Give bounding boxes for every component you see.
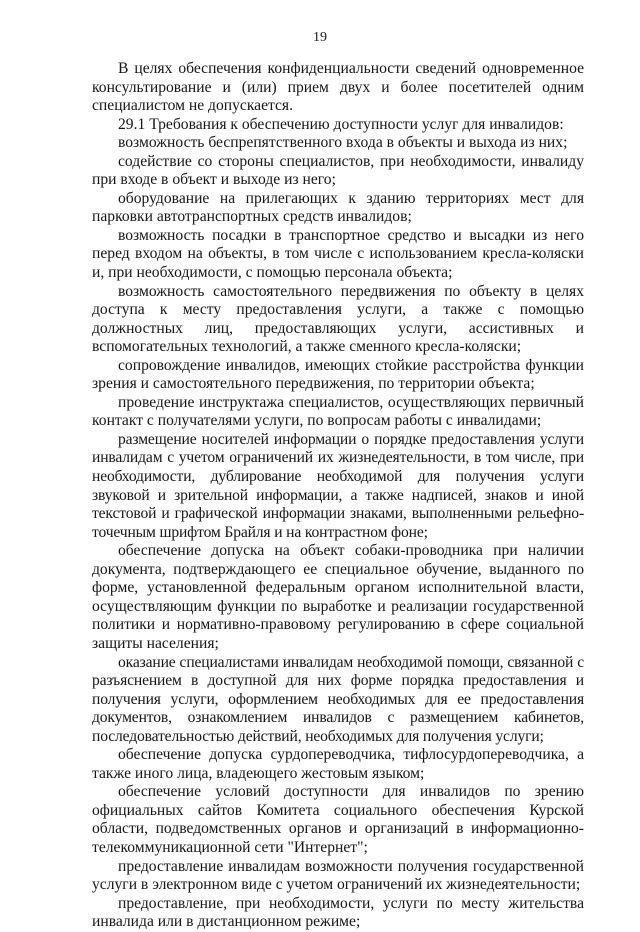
paragraph-remote: предоставление, при необходимости, услуги по месту жительства инвалида или в дистанционном режиме;: [92, 894, 584, 931]
paragraph-movement: возможность самостоятельного передвижения по объекту в целях доступа к месту предоставления услуги, а также с помощью должностных лиц, предоставляющих услуги, ассистивных и вспомогательных технологий, а также сменного кресла-коляски;: [92, 282, 584, 356]
paragraph-requirements-heading: 29.1 Требования к обеспечению доступности услуг для инвалидов:: [118, 115, 564, 133]
paragraph-information: размещение носителей информации о порядке предоставления услуги инвалидам с учетом ограничений их жизнедеятельности, в том числе, при необходимости, дублирование необходимой для получения услуги звуковой и зрительной информации, а также надписей, знаков и иной текстовой и графической информации знаками, выполненными рельефно-точечным шрифтом Брайля и на контрастном фоне;: [92, 430, 584, 541]
paragraph-help: оказание специалистами инвалидам необходимой помощи, связанной с разъяснением в доступной для них форме порядка предоставления и получения услуги, оформлением необходимых для ее предоставления документов, ознакомлением инвалидов с размещением кабинетов, последовательностью действий, необходимых для получения услуги;: [92, 653, 584, 745]
paragraph-entry-exit: возможность беспрепятственного входа в объекты и выхода из них;: [118, 134, 568, 152]
paragraph-staff-assistance: содействие со стороны специалистов, при необходимости, инвалиду при входе в объект и выходе из него;: [92, 152, 584, 189]
paragraph-guide-dog: обеспечение допуска на объект собаки-проводника при наличии документа, подтверждающего ее специальное обучение, выданного по форме, установленной федеральным органом исполнительной власти, осуществляющим функции по выработке и реализации государственной политики и нормативно-правовому регулированию в сфере социальной защиты населения;: [92, 542, 584, 652]
paragraph-escort: сопровождение инвалидов, имеющих стойкие расстройства функции зрения и самостоятельного передвижения, по территории объекта;: [92, 356, 584, 393]
paragraph-boarding: возможность посадки в транспортное средство и высадки из него перед входом на объекты, в том числе с использованием кресла-коляски и, при необходимости, с помощью персонала объекта;: [92, 226, 584, 282]
document-body: [92, 60, 584, 932]
page-number: 19: [313, 30, 327, 45]
paragraph-interpreter: обеспечение допуска сурдопереводчика, тифлосурдопереводчика, а также иного лица, владеющего жестовым языком;: [92, 746, 584, 782]
paragraph-parking: оборудование на прилегающих к зданию территориях мест для парковки автотранспортных средств инвалидов;: [92, 189, 584, 226]
paragraph-briefing: проведение инструктажа специалистов, осуществляющих первичный контакт с получателями услуги, по вопросам работы с инвалидами;: [92, 393, 584, 430]
paragraph-electronic: предоставление инвалидам возможности получения государственной услуги в электронном виде с учетом ограничений их жизнедеятельности;: [92, 857, 584, 894]
paragraph-websites: обеспечение условий доступности для инвалидов по зрению официальных сайтов Комитета социального обеспечения Курской области, подведомственных органов и организаций в информационно-телекоммуникационной сети "Интернет";: [92, 783, 584, 856]
paragraph-confidentiality: В целях обеспечения конфиденциальности сведений одновременное консультирование и (или) прием двух и более посетителей одним специалистом не допускается.: [92, 60, 584, 115]
